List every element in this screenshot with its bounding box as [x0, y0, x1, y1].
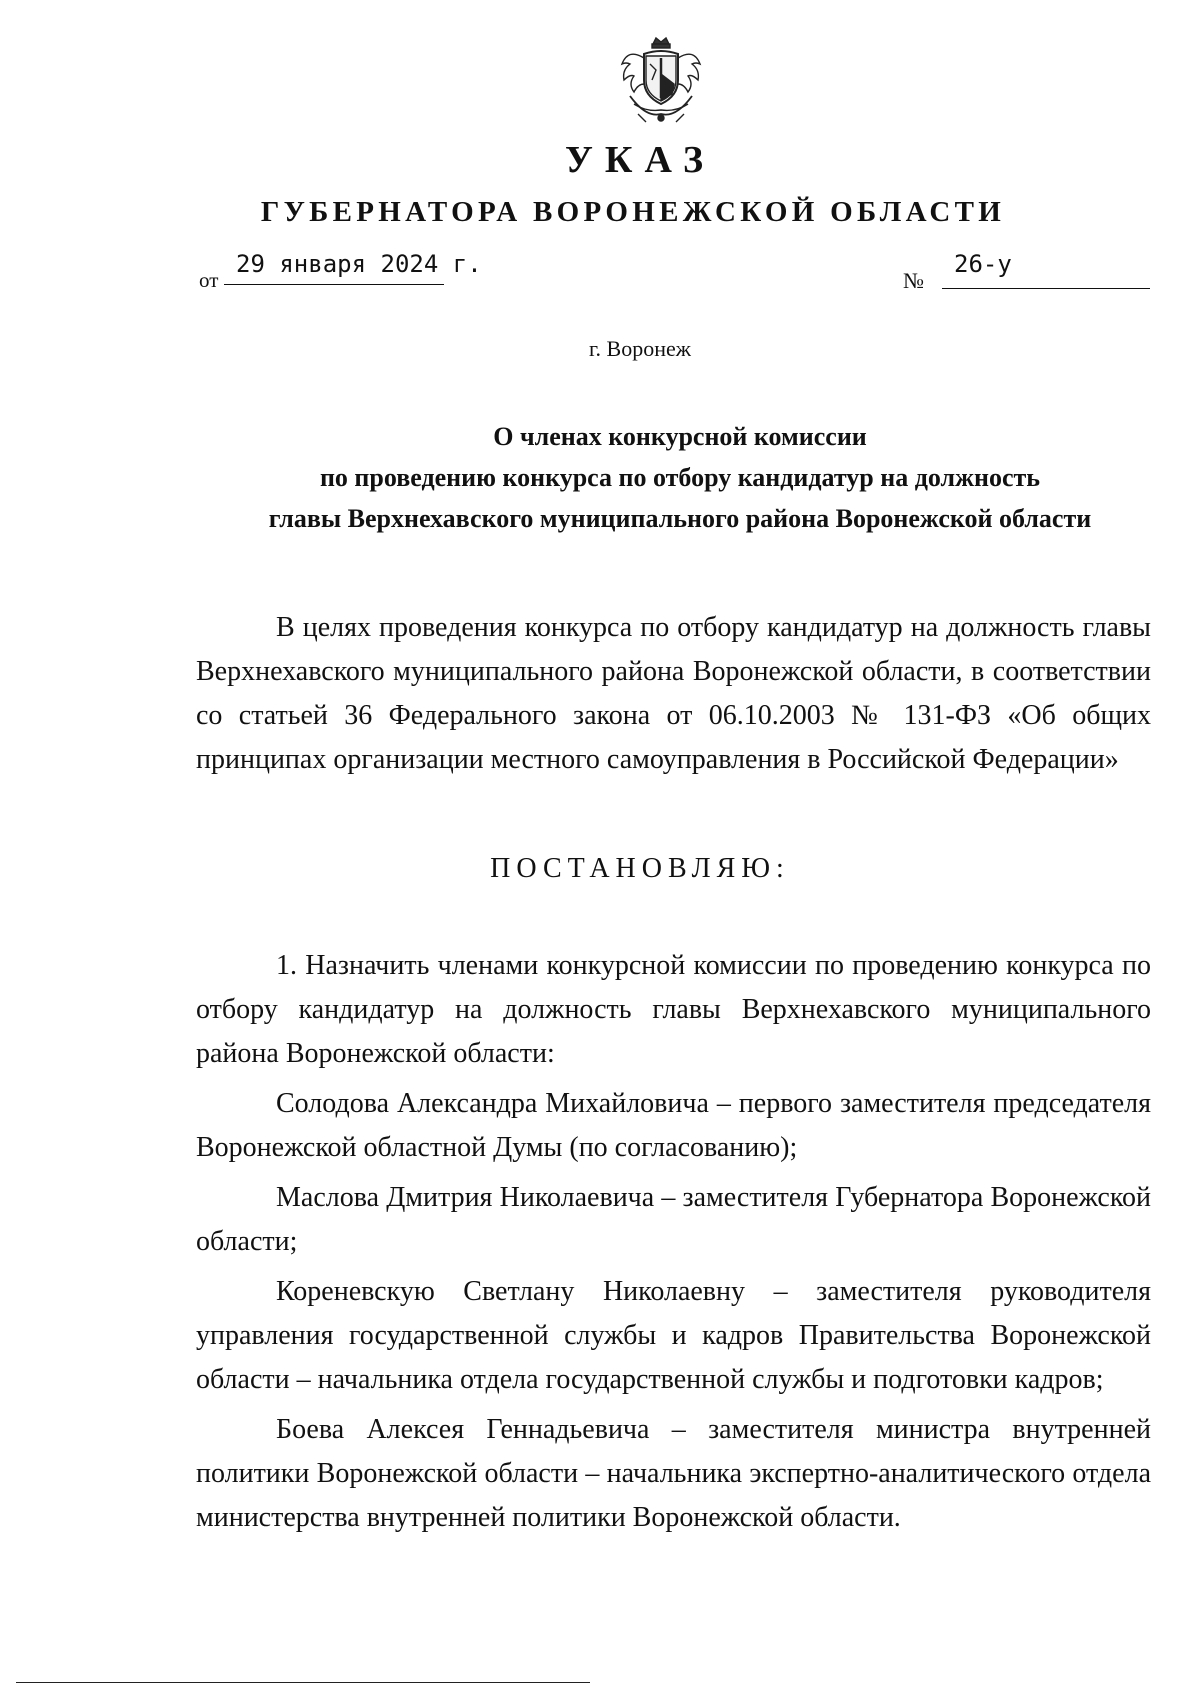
- document-type-title: УКАЗ: [565, 139, 715, 181]
- document-number: 26-у: [954, 250, 1012, 278]
- document-date: 29 января 2024 г.: [236, 250, 482, 278]
- date-prefix: от: [199, 268, 219, 292]
- preamble-paragraph: [196, 606, 1151, 782]
- number-sign: №: [903, 268, 924, 293]
- subject-line: по проведению конкурса по отбору кандидатур на должность: [319, 463, 1041, 492]
- number-underline: [942, 288, 1150, 289]
- preamble-text: В целях проведения конкурса по отбору кандидатур на должность главы Верхнехавского муниципального района Воронежской области, в соответствии со статьей 36 Федерального закона от 06.10.2003 № 131-ФЗ «Об общих принципах организации местного самоуправления в Российской Федерации»: [196, 612, 1151, 775]
- clause-1-text: 1. Назначить членами конкурсной комиссии по проведению конкурса по отбору кандидатур на должность главы Верхнехавского муниципального района Воронежской области:: [196, 950, 1151, 1069]
- footer-rule: [16, 1682, 590, 1683]
- document-subject: [180, 416, 1180, 539]
- date-underline: [224, 284, 444, 285]
- subject-line: главы Верхнехавского муниципального района Воронежской области: [268, 504, 1092, 533]
- subject-line: О членах конкурсной комиссии: [493, 422, 867, 451]
- member-item: Кореневскую Светлану Николаевну – заместителя руководителя управления государственной службы и кадров Правительства Воронежской области – начальника отдела государственной службы и подготовки кадров;: [196, 1276, 1151, 1395]
- coat-of-arms-icon: [616, 34, 706, 126]
- member-item: Маслова Дмитрия Николаевича – заместителя Губернатора Воронежской области;: [196, 1182, 1151, 1257]
- city-line: г. Воронеж: [589, 336, 691, 361]
- resolve-heading: ПОСТАНОВЛЯЮ:: [490, 853, 790, 884]
- issuer-title: ГУБЕРНАТОРА ВОРОНЕЖСКОЙ ОБЛАСТИ: [260, 196, 1006, 228]
- member-item: Боева Алексея Геннадьевича – заместителя министра внутренней политики Воронежской области – начальника экспертно-аналитического отдела министерства внутренней политики Воронежской области.: [196, 1414, 1151, 1533]
- member-item: Солодова Александра Михайловича – первого заместителя председателя Воронежской областной Думы (по согласованию);: [196, 1088, 1151, 1163]
- clause-1: [196, 944, 1151, 1546]
